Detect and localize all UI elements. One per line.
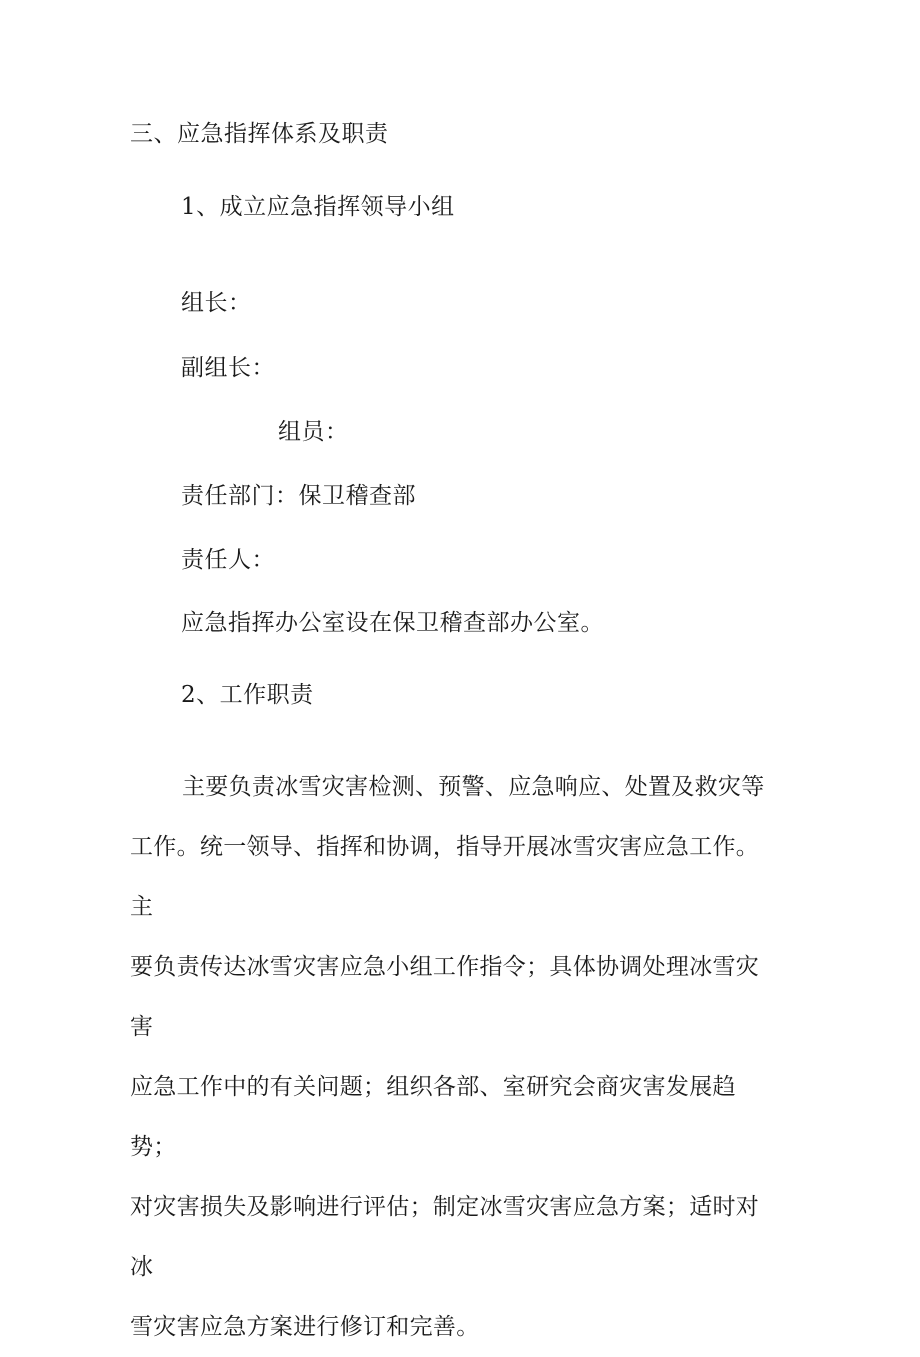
subsection-1-heading: 1、成立应急指挥领导小组	[181, 194, 455, 220]
leader-label: 组长：	[181, 290, 252, 316]
member-label: 组员：	[278, 419, 349, 445]
duties-line: 工作。统一领导、指挥和协调，指导开展冰雪灾害应急工作。主	[130, 834, 760, 920]
duties-paragraph	[130, 757, 780, 1357]
section-heading: 三、应急指挥体系及职责	[130, 121, 389, 147]
duties-line: 应急工作中的有关问题；组织各部、室研究会商灾害发展趋势；	[130, 1074, 736, 1160]
duties-line: 雪灾害应急方案进行修订和完善。	[130, 1314, 480, 1340]
office-location: 应急指挥办公室设在保卫稽查部办公室。	[181, 610, 604, 636]
responsible-department: 责任部门：保卫稽查部	[181, 483, 416, 509]
duties-line: 对灾害损失及影响进行评估；制定冰雪灾害应急方案；适时对冰	[130, 1194, 760, 1280]
responsible-person-label: 责任人：	[181, 547, 275, 573]
deputy-leader-label: 副组长：	[181, 355, 275, 381]
duties-line: 要负责传达冰雪灾害应急小组工作指令；具体协调处理冰雪灾害	[130, 954, 760, 1040]
duties-line: 主要负责冰雪灾害检测、预警、应急响应、处置及救灾等	[182, 774, 765, 800]
subsection-2-heading: 2、工作职责	[181, 682, 314, 708]
